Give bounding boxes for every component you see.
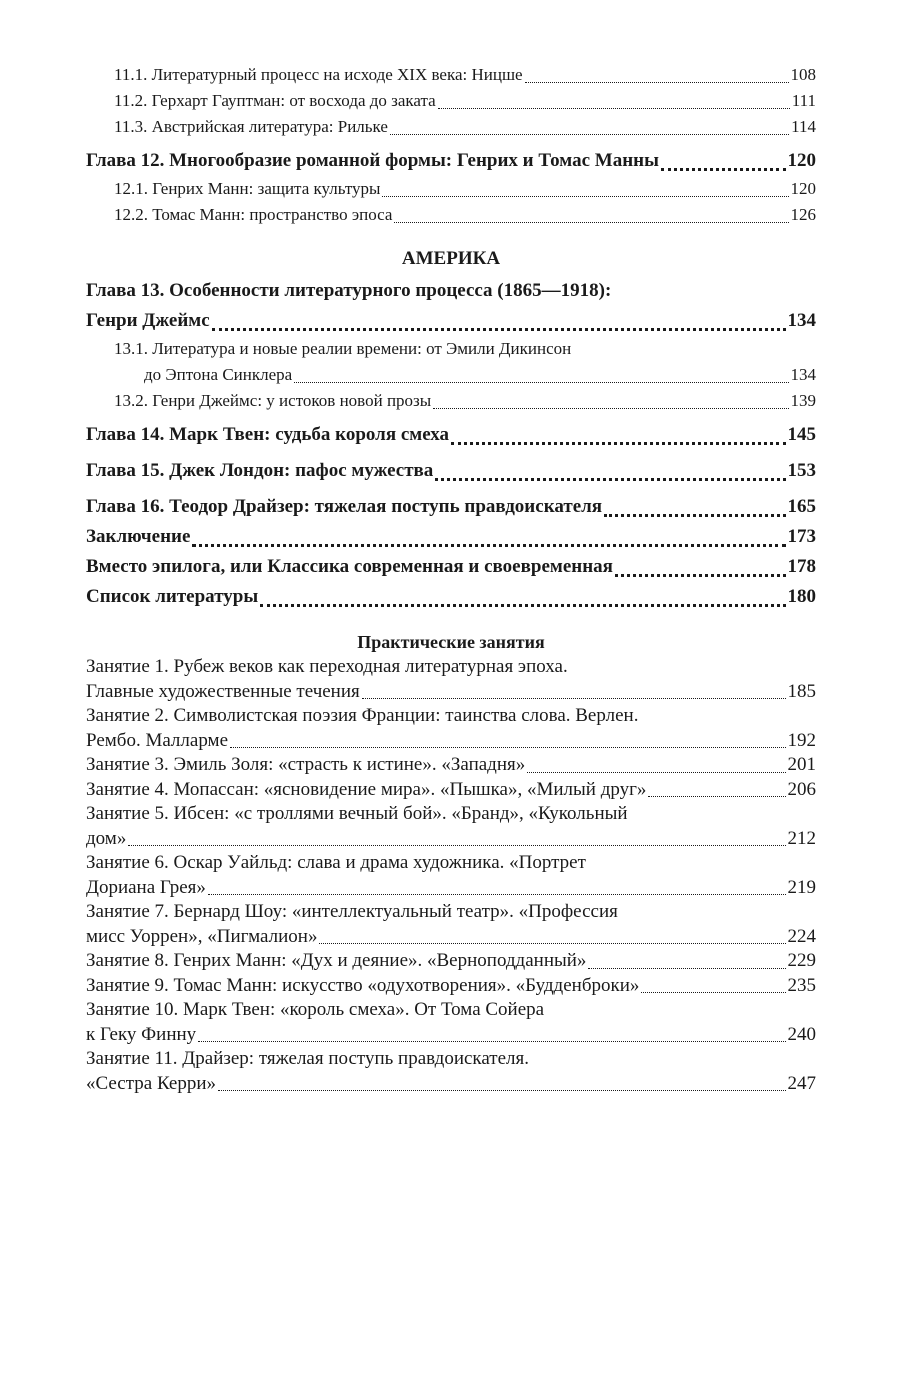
lesson-2-line1: Занятие 2. Символистская поэзия Франции: таинства слова. Верлен.	[86, 705, 639, 726]
lesson-title: Главные художественные течения	[86, 680, 360, 702]
lesson-title: «Сестра Керри»	[86, 1072, 217, 1094]
lesson-10	[86, 1023, 816, 1048]
toc-chapter-16	[86, 492, 816, 522]
chapter-page: 153	[787, 460, 816, 481]
dot-leader	[192, 544, 785, 547]
lesson-11-line1: Занятие 11. Драйзер: тяжелая поступь правдоискателя.	[86, 1048, 530, 1069]
entry-title: 12.1. Генрих Манн: защита культуры	[114, 179, 381, 198]
practical-heading: Практические занятия	[357, 632, 545, 652]
dot-leader	[604, 514, 785, 517]
entry-title: 12.2. Томас Манн: пространство эпоса	[114, 205, 393, 224]
chapter-title: Глава 14. Марк Твен: судьба короля смеха	[86, 424, 450, 445]
lesson-title: мисс Уоррен», «Пигмалион»	[86, 925, 318, 947]
dot-leader	[208, 894, 786, 895]
entry-page: 114	[791, 117, 816, 136]
chapter-title: Список литературы	[86, 586, 259, 607]
dot-leader	[294, 382, 788, 383]
dot-leader	[319, 943, 785, 944]
toc-epilogue	[86, 552, 816, 582]
lesson-6-line1: Занятие 6. Оскар Уайльд: слава и драма художника. «Портрет	[86, 852, 586, 873]
toc-bibliography	[86, 582, 816, 612]
dot-leader	[615, 574, 786, 577]
chapter-title: Генри Джеймс	[86, 310, 210, 331]
lesson-title: Рембо. Малларме	[86, 729, 228, 751]
toc-entry-13-1	[86, 362, 816, 388]
lesson-10-line1: Занятие 10. Марк Твен: «король смеха». От Тома Сойера	[86, 999, 545, 1020]
table-of-contents	[86, 62, 816, 1096]
lesson-7-line1: Занятие 7. Бернард Шоу: «интеллектуальный театр». «Профессия	[86, 901, 618, 922]
lesson-page: 219	[787, 876, 816, 898]
toc-entry-13-1-line1: 13.1. Литература и новые реалии времени: от Эмили Дикинсон	[114, 339, 572, 358]
entry-title: 11.2. Герхарт Гауптман: от восхода до заката	[114, 91, 436, 110]
toc-entry-11-2	[86, 88, 816, 114]
dot-leader	[435, 478, 785, 481]
dot-leader	[382, 196, 788, 197]
chapter-title: Глава 16. Теодор Драйзер: тяжелая поступь правдоискателя	[86, 496, 603, 517]
dot-leader	[230, 747, 786, 748]
chapter-page: 145	[787, 424, 816, 445]
toc-chapter-12	[86, 146, 816, 176]
lesson-title: дом»	[86, 827, 127, 849]
dot-leader	[525, 82, 789, 83]
toc-conclusion	[86, 522, 816, 552]
dot-leader	[198, 1041, 785, 1042]
chapter-page: 180	[787, 586, 816, 607]
entry-page: 139	[790, 391, 816, 410]
section-heading-america: АМЕРИКА	[401, 248, 501, 269]
entry-page: 111	[791, 91, 816, 110]
toc-chapter-13	[86, 306, 816, 336]
chapter-page: 178	[787, 556, 816, 577]
chapter-page: 173	[787, 526, 816, 547]
entry-page: 126	[790, 205, 816, 224]
lesson-page: 229	[787, 950, 816, 971]
dot-leader	[218, 1090, 785, 1091]
toc-chapter-15	[86, 456, 816, 486]
toc-chapter-14	[86, 420, 816, 450]
dot-leader	[648, 796, 785, 797]
lesson-page: 247	[787, 1072, 816, 1094]
entry-title: до Эптона Синклера	[144, 365, 293, 384]
entry-page: 134	[790, 365, 816, 384]
chapter-title: Вместо эпилога, или Классика современная и своевременная	[86, 556, 613, 577]
lesson-5	[86, 827, 816, 852]
lesson-title: Занятие 8. Генрих Манн: «Дух и деяние». «Верноподданный»	[86, 950, 587, 971]
dot-leader	[588, 968, 785, 969]
lesson-page: 201	[787, 754, 816, 775]
entry-page: 120	[790, 179, 816, 198]
lesson-page: 206	[787, 778, 816, 800]
lesson-9	[86, 974, 816, 999]
dot-leader	[394, 222, 788, 223]
lesson-title: Занятие 9. Томас Манн: искусство «одухотворения». «Будденброки»	[86, 974, 640, 996]
entry-title: 11.3. Австрийская литература: Рильке	[114, 117, 388, 136]
lesson-title: Занятие 4. Мопассан: «ясновидение мира». «Пышка», «Милый друг»	[86, 778, 647, 800]
lesson-2	[86, 729, 816, 754]
dot-leader	[451, 442, 785, 445]
toc-entry-12-2	[86, 202, 816, 228]
chapter-page: 120	[787, 150, 816, 171]
lesson-8	[86, 949, 816, 974]
dot-leader	[390, 134, 789, 135]
lesson-3	[86, 753, 816, 778]
lesson-page: 192	[787, 729, 816, 751]
lesson-1	[86, 680, 816, 705]
toc-entry-13-2	[86, 388, 816, 414]
toc-entry-12-1	[86, 176, 816, 202]
lesson-5-line1: Занятие 5. Ибсен: «с троллями вечный бой». «Бранд», «Кукольный	[86, 803, 628, 824]
entry-title: 11.1. Литературный процесс на исходе XIX века: Ницше	[114, 65, 523, 84]
dot-leader	[438, 108, 790, 109]
toc-chapter-13-line1: Глава 13. Особенности литературного процесса (1865—1918):	[86, 280, 612, 301]
dot-leader	[128, 845, 785, 846]
lesson-page: 185	[787, 680, 816, 702]
lesson-1-line1: Занятие 1. Рубеж веков как переходная литературная эпоха.	[86, 656, 568, 677]
toc-entry-11-3	[86, 114, 816, 140]
dot-leader	[527, 772, 785, 773]
entry-title: 13.2. Генри Джеймс: у истоков новой прозы	[114, 391, 432, 410]
lesson-page: 224	[787, 925, 816, 947]
lesson-7	[86, 925, 816, 950]
lesson-title: к Геку Финну	[86, 1023, 197, 1045]
dot-leader	[661, 168, 786, 171]
lesson-page: 240	[787, 1023, 816, 1045]
lesson-page: 235	[787, 974, 816, 996]
chapter-title: Глава 15. Джек Лондон: пафос мужества	[86, 460, 434, 481]
dot-leader	[433, 408, 788, 409]
chapter-title: Глава 12. Многообразие романной формы: Генрих и Томас Манны	[86, 150, 659, 171]
chapter-title: Заключение	[86, 526, 191, 547]
toc-entry-11-1	[86, 62, 816, 88]
lesson-4	[86, 778, 816, 803]
dot-leader	[260, 604, 785, 607]
lesson-page: 212	[787, 827, 816, 849]
lesson-title: Дориана Грея»	[86, 876, 206, 898]
lesson-6	[86, 876, 816, 901]
dot-leader	[212, 328, 786, 331]
lesson-title: Занятие 3. Эмиль Золя: «страсть к истине». «Западня»	[86, 754, 526, 775]
chapter-page: 134	[787, 310, 816, 331]
entry-page: 108	[790, 65, 816, 84]
lesson-11	[86, 1072, 816, 1097]
dot-leader	[362, 698, 786, 699]
dot-leader	[641, 992, 785, 993]
chapter-page: 165	[787, 496, 816, 517]
